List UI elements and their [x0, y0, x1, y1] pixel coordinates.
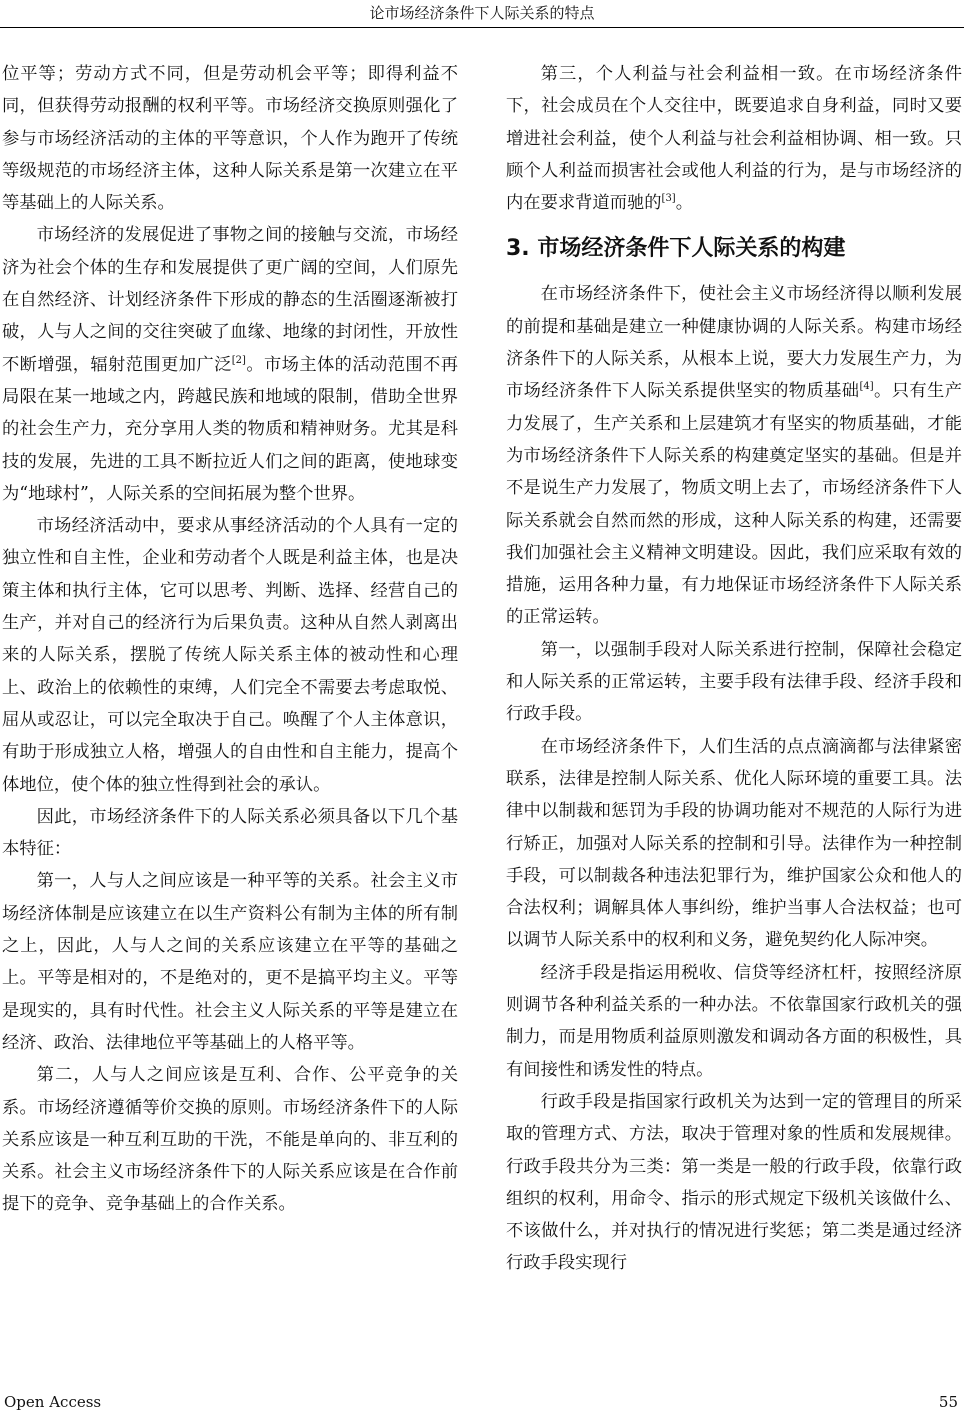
paragraph: 市场经济活动中，要求从事经济活动的个人具有一定的独立性和自主性，企业和劳动者个人既是利益主体，也是决策主体和执行主体，它可以思考、判断、选择、经营自己的生产，并对自己的经济行为后果负责。这种从自然人剥离出来的人际关系，摆脱了传统人际关系主体的被动性和心理上、政治上的依赖性的束缚，人们完全不需要去考虑取悦、屈从或忍让，可以完全取决于自己。唤醒了个人主体意识，有助于形成独立人格，增强人的自由性和自主能力，提高个体地位，使个体的独立性得到社会的承认。 — [2, 516, 458, 795]
paragraph: 第二，人与人之间应该是互利、合作、公平竞争的关系。市场经济遵循等价交换的原则。市场经济条件下的人际关系应该是一种互利互助的干洗，不能是单向的、非互利的关系。社会主义市场经济条件下的人际关系应该是在合作前提下的竞争、竞争基础上的合作关系。 — [2, 1065, 458, 1215]
paragraph-text: 。 — [675, 193, 694, 214]
paragraph-text: 市场经济的发展促进了事物之间的接触与交流，市场经济为社会个体的生存和发展提供了更广阔的空间，人们原先在自然经济、计划经济条件下形成的静态的生活圈逐渐被打破，人与人之间的交往突破了血缘、地缘的封闭性，开放性不断增强，辐射范围更加广泛 — [2, 225, 458, 375]
citation-ref: [4] — [859, 381, 874, 393]
paragraph-text: 。市场主体的活动范围不再局限在某一地域之内，跨越民族和地域的限制，借助全世界的社会生产力，充分享用人类的物质和精神财务。尤其是科技的发展，先进的工具不断拉近人们之间的距离，使地球变为“地球村”，人际关系的空间拓展为整个世界。 — [2, 354, 458, 504]
right-column — [506, 58, 962, 1280]
paragraph: 在市场经济条件下，人们生活的点点滴滴都与法律紧密联系，法律是控制人际关系、优化人际环境的重要工具。法律中以制裁和惩罚为手段的协调功能对不规范的人际行为进行矫正，加强对人际关系的控制和引导。法律作为一种控制手段，可以制裁各种违法犯罪行为，维护国家公众和他人的合法权利；调解具体人事纠纷，维护当事人合法权益；也可以调节人际关系中的权利和义务，避免契约化人际冲突。 — [506, 736, 962, 951]
left-column — [2, 58, 458, 1221]
citation-ref: [2] — [231, 354, 246, 366]
section-heading: 3. 市场经济条件下人际关系的构建 — [506, 236, 846, 262]
paragraph: 行政手段是指国家行政机关为达到一定的管理目的所采取的管理方式、方法，取决于管理对象的性质和发展规律。行政手段共分为三类：第一类是一般的行政手段，依靠行政组织的权利，用命令、指示的形式规定下级机关该做什么、不该做什么，并对执行的情况进行奖惩；第二类是通过经济行政手段实现行 — [506, 1091, 962, 1274]
paragraph — [2, 219, 458, 510]
paragraph: 因此，市场经济条件下的人际关系必须具备以下几个基本特征： — [2, 806, 458, 860]
paragraph: 第一，人与人之间应该是一种平等的关系。社会主义市场经济体制是应该建立在以生产资料公有制为主体的所有制之上，因此，人与人之间的关系应该建立在平等的基础之上。平等是相对的，不是绝对的，更不是搞平均主义。平等是现实的，具有时代性。社会主义人际关系的平等是建立在经济、政治、法律地位平等基础上的人格平等。 — [2, 871, 458, 1053]
paragraph: 经济手段是指运用税收、信贷等经济杠杆，按照经济原则调节各种利益关系的一种办法。不依靠国家行政机关的强制力，而是用物质利益原则激发和调动各方面的积极性，具有间接性和诱发性的特点。 — [506, 962, 962, 1080]
paragraph-text: 第三，个人利益与社会利益相一致。在市场经济条件下，社会成员在个人交往中，既要追求自身利益，同时又要增进社会利益，使个人利益与社会利益相协调、相一致。只顾个人利益而损害社会或他人利益的行为，是与市场经济的内在要求背道而驰的 — [506, 64, 962, 214]
paragraph-text: 。只有生产力发展了，生产关系和上层建筑才有坚实的物质基础，才能为市场经济条件下人际关系的构建奠定坚实的基础。但是并不是说生产力发展了，物质文明上去了，市场经济条件下人际关系就会自然而然的形成，这种人际关系的构建，还需要我们加强社会主义精神文明建设。因此，我们应采取有效的措施，运用各种力量，有力地保证市场经济条件下人际关系的正常运转。 — [506, 381, 962, 628]
footer-journal-label: Open Access — [4, 1393, 102, 1411]
page-number: 55 — [938, 1393, 958, 1411]
paragraph — [506, 58, 962, 219]
citation-ref: [3] — [661, 193, 676, 205]
paragraph: 第一，以强制手段对人际关系进行控制，保障社会稳定和人际关系的正常运转，主要手段有法律手段、经济手段和行政手段。 — [506, 639, 962, 725]
header-rule — [0, 27, 964, 28]
paragraph-text: 在市场经济条件下，使社会主义市场经济得以顺利发展的前提和基础是建立一种健康协调的人际关系。构建市场经济条件下的人际关系，从根本上说，要大力发展生产力，为市场经济条件下人际关系提供坚实的物质基础 — [506, 284, 962, 402]
paragraph — [506, 278, 962, 633]
running-head: 论市场经济条件下人际关系的特点 — [369, 4, 595, 22]
paragraph: 位平等；劳动方式不同，但是劳动机会平等；即得利益不同，但获得劳动报酬的权利平等。市场经济交换原则强化了参与市场经济活动的主体的平等意识，个人作为跑开了传统等级规范的市场经济主体，这种人际关系是第一次建立在平等基础上的人际关系。 — [2, 64, 458, 214]
